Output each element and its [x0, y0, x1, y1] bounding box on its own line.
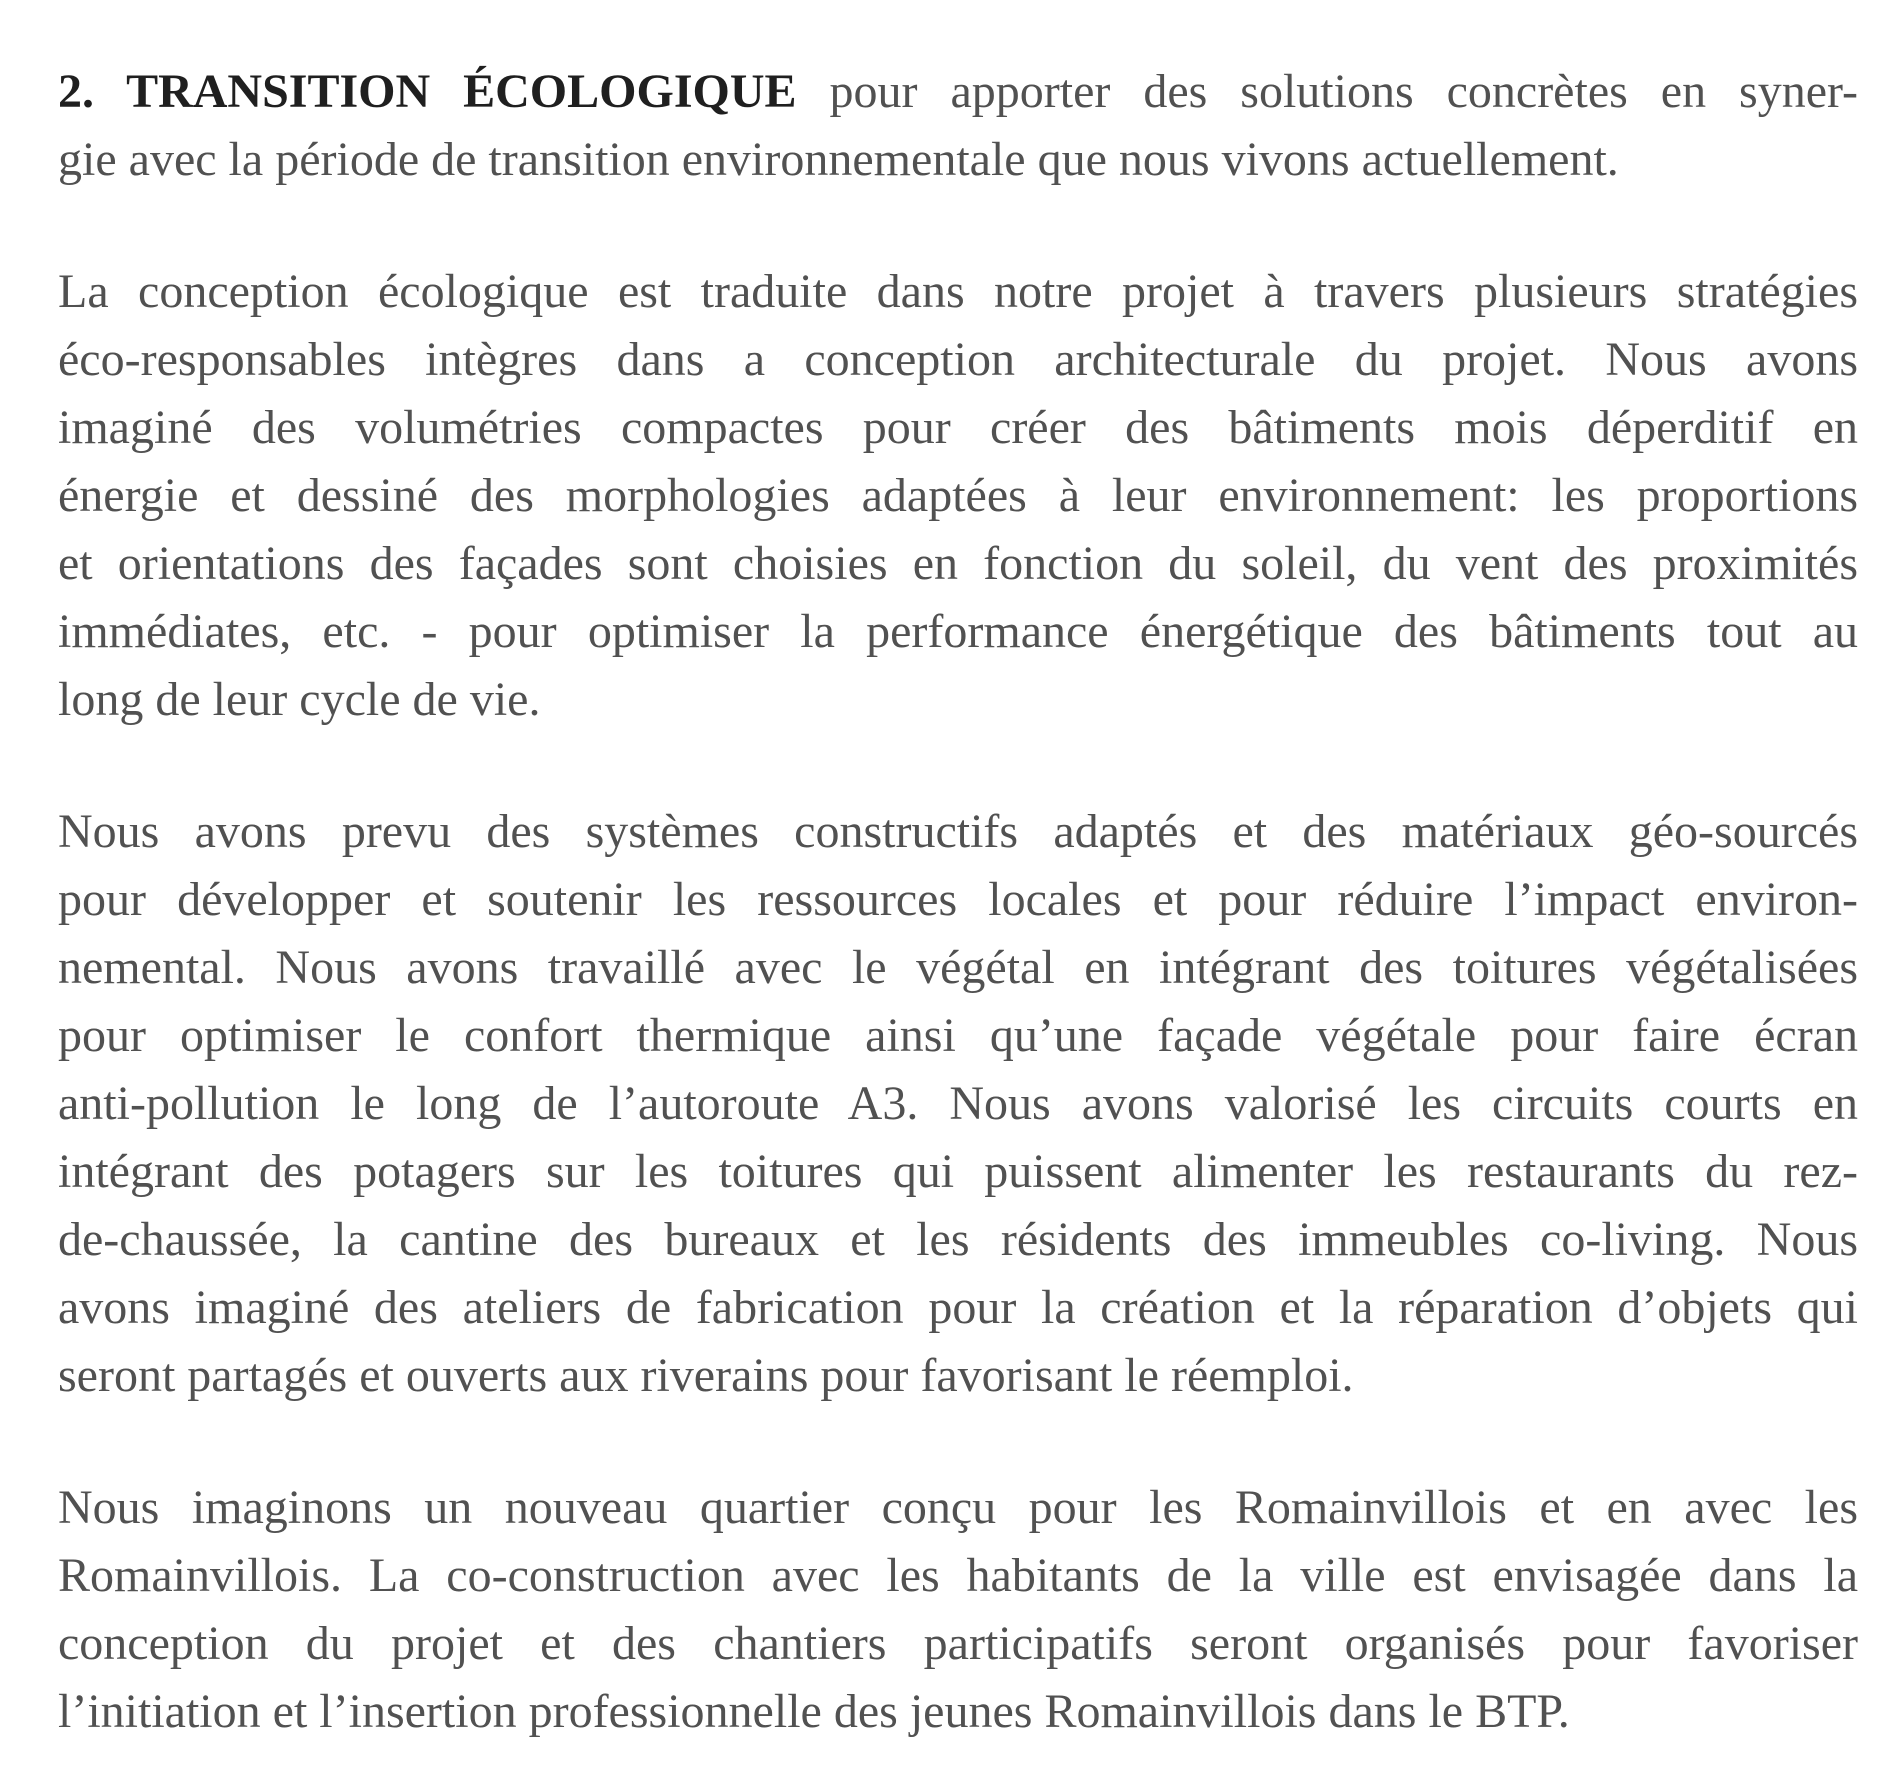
paragraph-conception-ecologique	[58, 258, 1858, 734]
text-line-heading	[58, 58, 1858, 126]
text-line: imaginé des volumétries compactes pour créer des bâtiments mois déperditif en	[58, 401, 1858, 454]
text-line: Nous avons prevu des systèmes constructifs adaptés et des matériaux géo-sourcés	[58, 805, 1858, 858]
text-line: intégrant des potagers sur les toitures qui puissent alimenter les restaurants du rez-	[58, 1145, 1858, 1198]
section-heading: 2. TRANSITION ÉCOLOGIQUE	[58, 65, 797, 118]
text-line: seront partagés et ouverts aux riverains pour favorisant le réemploi.	[58, 1349, 1354, 1402]
text-line: conception du projet et des chantiers participatifs seront organisés pour favoriser	[58, 1617, 1858, 1670]
text-line: pour optimiser le confort thermique ainsi qu’une façade végétale pour faire écran	[58, 1009, 1858, 1062]
text-line: immédiates, etc. - pour optimiser la performance énergétique des bâtiments tout au	[58, 605, 1858, 658]
text-line: éco-responsables intègres dans a conception architecturale du projet. Nous avons	[58, 333, 1858, 386]
text-line: La conception écologique est traduite dans notre projet à travers plusieurs stratégies	[58, 265, 1858, 318]
text-line: long de leur cycle de vie.	[58, 673, 541, 726]
paragraph-systemes-constructifs	[58, 798, 1858, 1410]
text-line: énergie et dessiné des morphologies adaptées à leur environnement: les proportions	[58, 469, 1858, 522]
text-line: et orientations des façades sont choisies en fonction du soleil, du vent des proximités	[58, 537, 1858, 590]
text-line: l’initiation et l’insertion professionnelle des jeunes Romainvillois dans le BTP.	[58, 1685, 1570, 1738]
paragraph-intro	[58, 58, 1858, 194]
text-line: Romainvillois. La co-construction avec les habitants de la ville est envisagée dans la	[58, 1549, 1858, 1602]
text-line: de-chaussée, la cantine des bureaux et les résidents des immeubles co-living. Nous	[58, 1213, 1858, 1266]
text-line: avons imaginé des ateliers de fabrication pour la création et la réparation d’objets qui	[58, 1281, 1858, 1334]
paragraph-nouveau-quartier	[58, 1474, 1858, 1746]
text-line: Nous imaginons un nouveau quartier conçu pour les Romainvillois et en avec les	[58, 1481, 1858, 1534]
heading-line-rest: pour apporter des solutions concrètes en syner-	[829, 65, 1859, 118]
text-line: gie avec la période de transition environnementale que nous vivons actuellement.	[58, 133, 1619, 186]
text-line: nemental. Nous avons travaillé avec le végétal en intégrant des toitures végétalisées	[58, 941, 1858, 994]
text-line: anti-pollution le long de l’autoroute A3. Nous avons valorisé les circuits courts en	[58, 1077, 1858, 1130]
text-line: pour développer et soutenir les ressources locales et pour réduire l’impact environ-	[58, 873, 1858, 926]
